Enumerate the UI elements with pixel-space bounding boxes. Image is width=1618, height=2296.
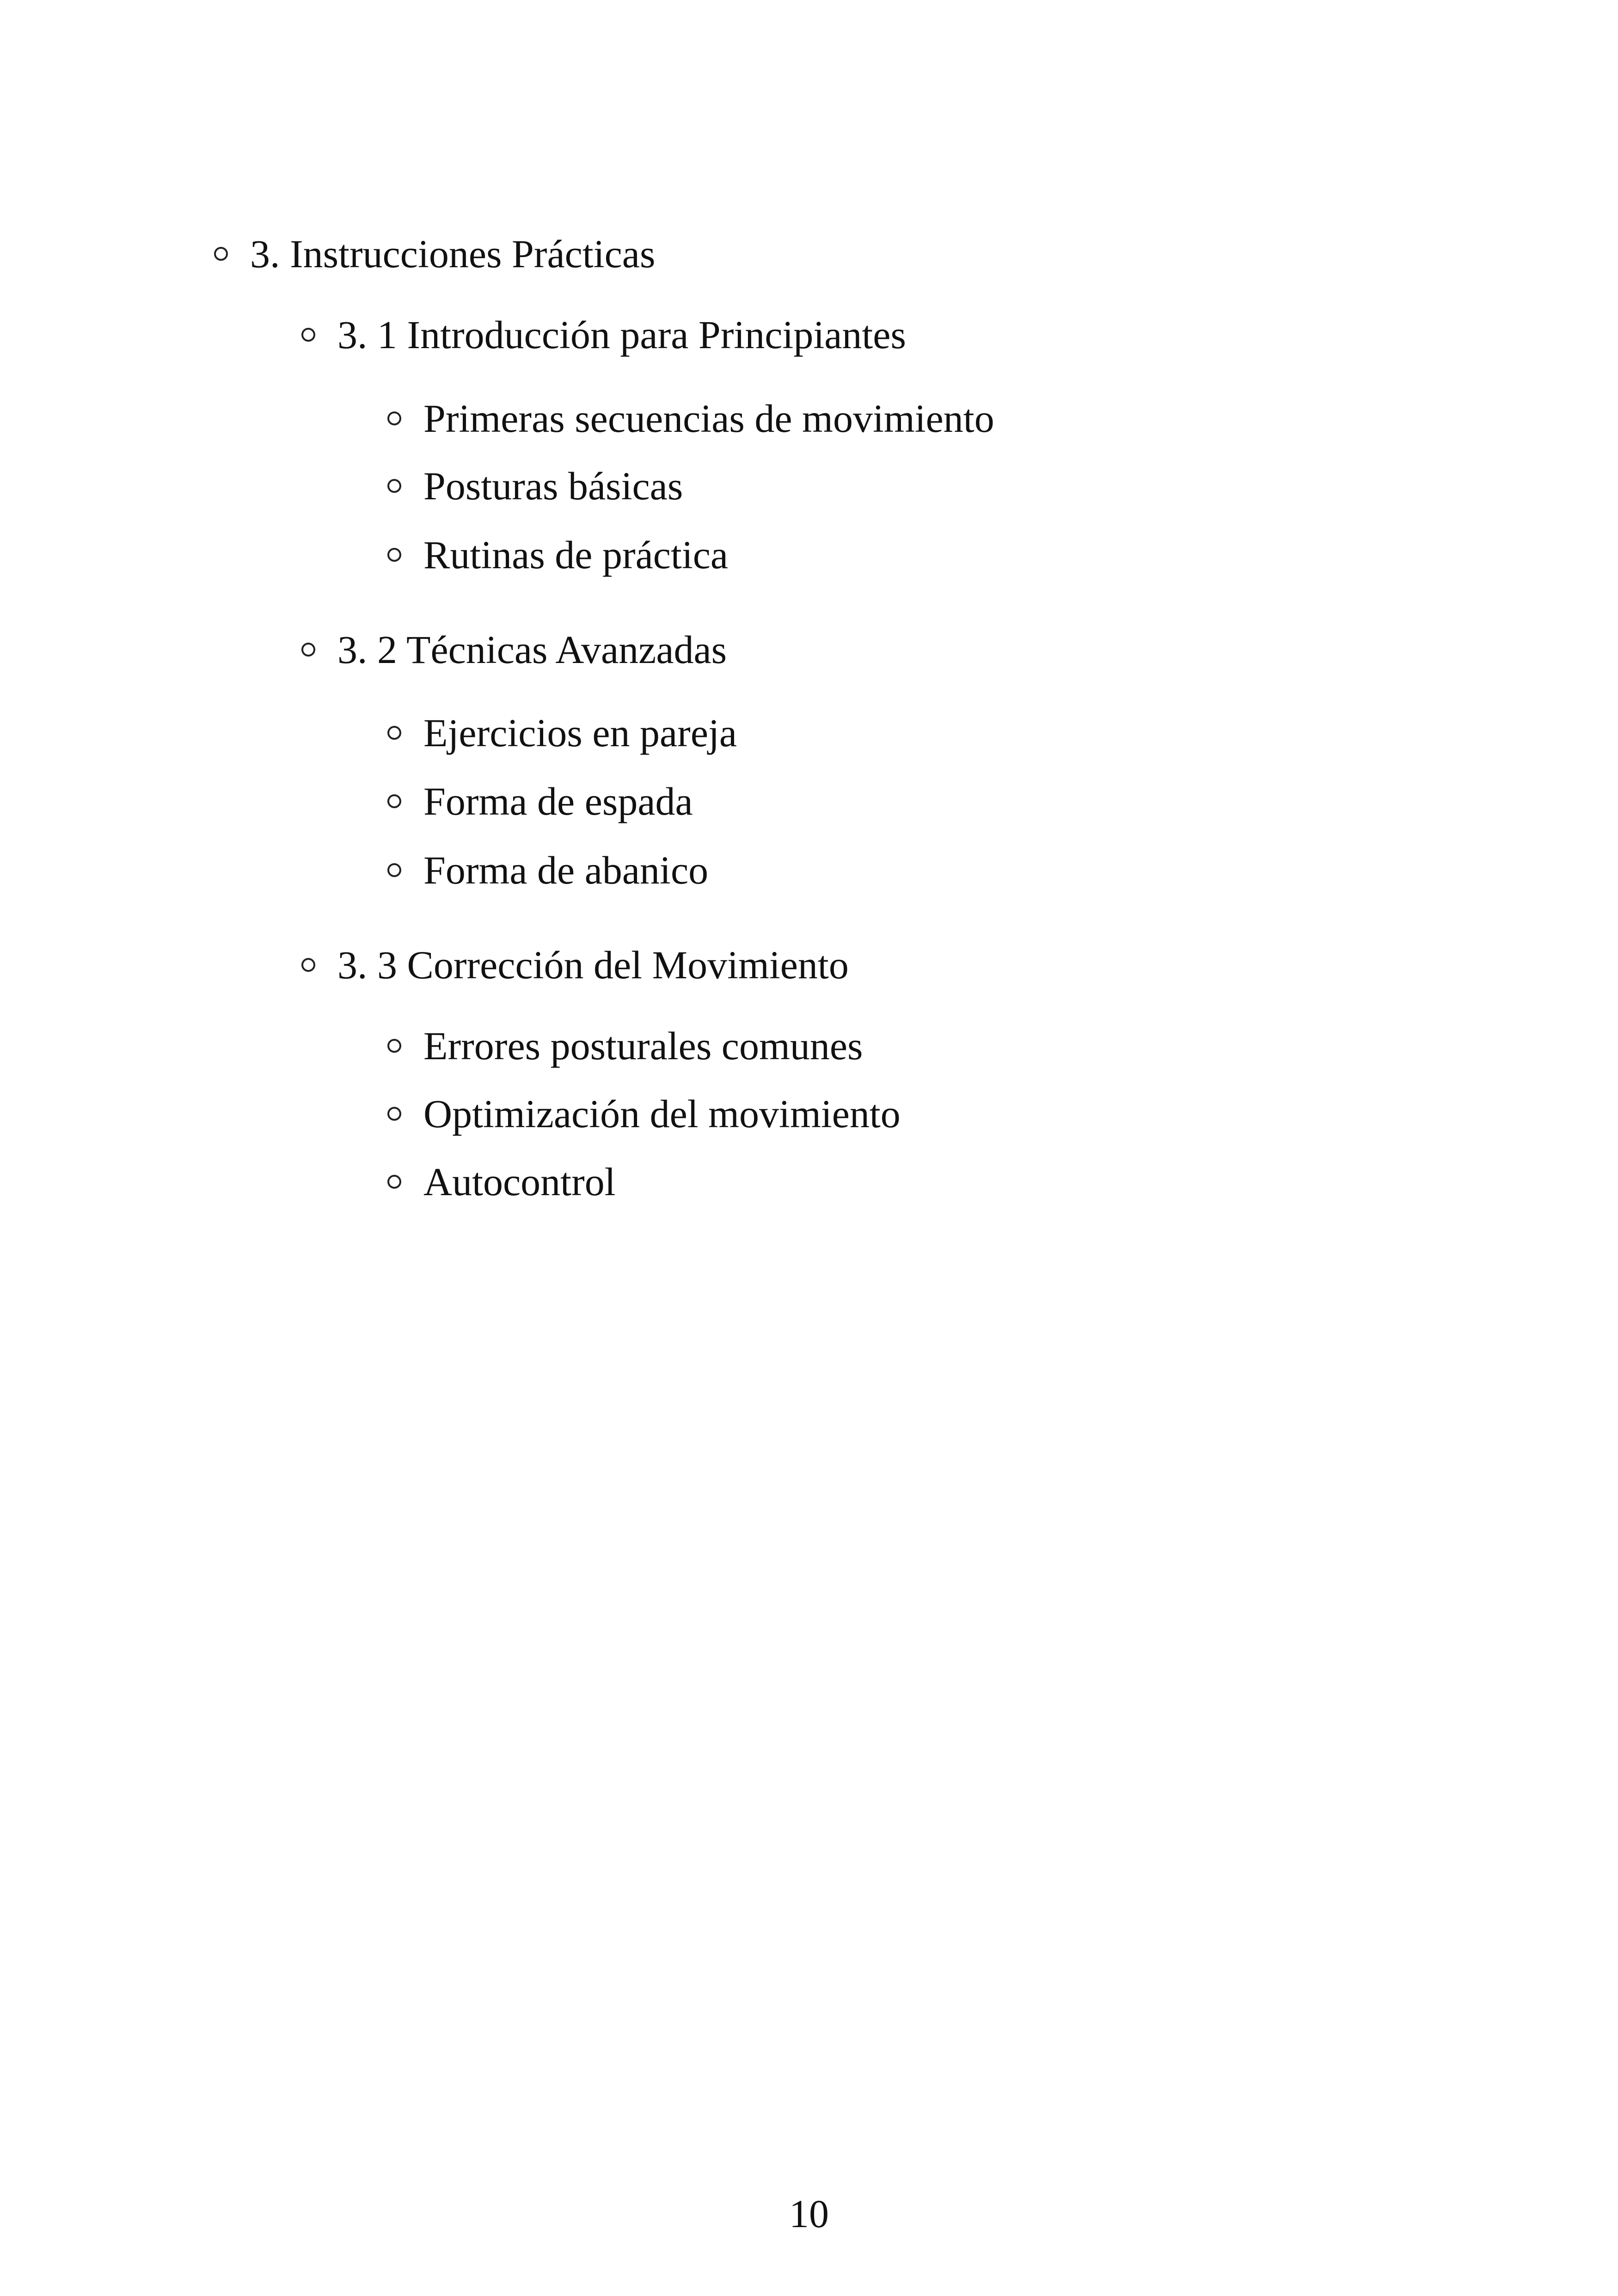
outline-subsection-3-1 [301,315,906,355]
outline-section-label: 3. Instrucciones Prácticas [250,232,656,276]
outline-subsection-3-2 [301,627,727,672]
outline-item-label: Rutinas de práctica [423,533,729,577]
page-number: 10 [789,2192,829,2236]
outline-subsection-label: 3. 3 Corrección del Movimiento [337,943,849,987]
hollow-circle-icon [387,863,401,877]
outline-item [387,850,708,890]
outline-item-label: Forma de abanico [423,848,709,892]
outline-item [387,1162,616,1202]
hollow-circle-icon [387,411,401,425]
hollow-circle-icon [387,726,401,740]
outline-item [387,1026,863,1066]
outline-section-3 [214,234,655,274]
outline-subsection-label: 3. 2 Técnicas Avanzadas [337,627,727,672]
hollow-circle-icon [387,794,401,808]
outline-item [387,396,994,441]
hollow-circle-icon [387,548,401,562]
hollow-circle-icon [301,958,315,972]
outline-item-label: Posturas básicas [423,464,683,508]
hollow-circle-icon [387,1107,401,1121]
outline-item-label: Autocontrol [423,1160,616,1204]
outline-subsection-label: 3. 1 Introducción para Principiantes [337,313,906,357]
outline-item-label: Errores posturales comunes [423,1024,863,1068]
hollow-circle-icon [214,247,228,261]
outline-item [387,535,728,575]
outline-item-label: Ejercicios en pareja [423,711,737,755]
hollow-circle-icon [387,1175,401,1189]
outline-item [387,1094,901,1134]
outline-item-label: Optimización del movimiento [423,1092,901,1136]
outline-item [387,713,737,753]
hollow-circle-icon [387,479,401,493]
hollow-circle-icon [301,643,315,657]
outline-item-label: Primeras secuencias de movimiento [423,396,994,441]
hollow-circle-icon [301,328,315,342]
hollow-circle-icon [387,1039,401,1053]
outline-item-label: Forma de espada [423,779,693,823]
outline-item [387,466,683,506]
outline-subsection-3-3 [301,945,849,985]
outline-item [387,781,693,821]
